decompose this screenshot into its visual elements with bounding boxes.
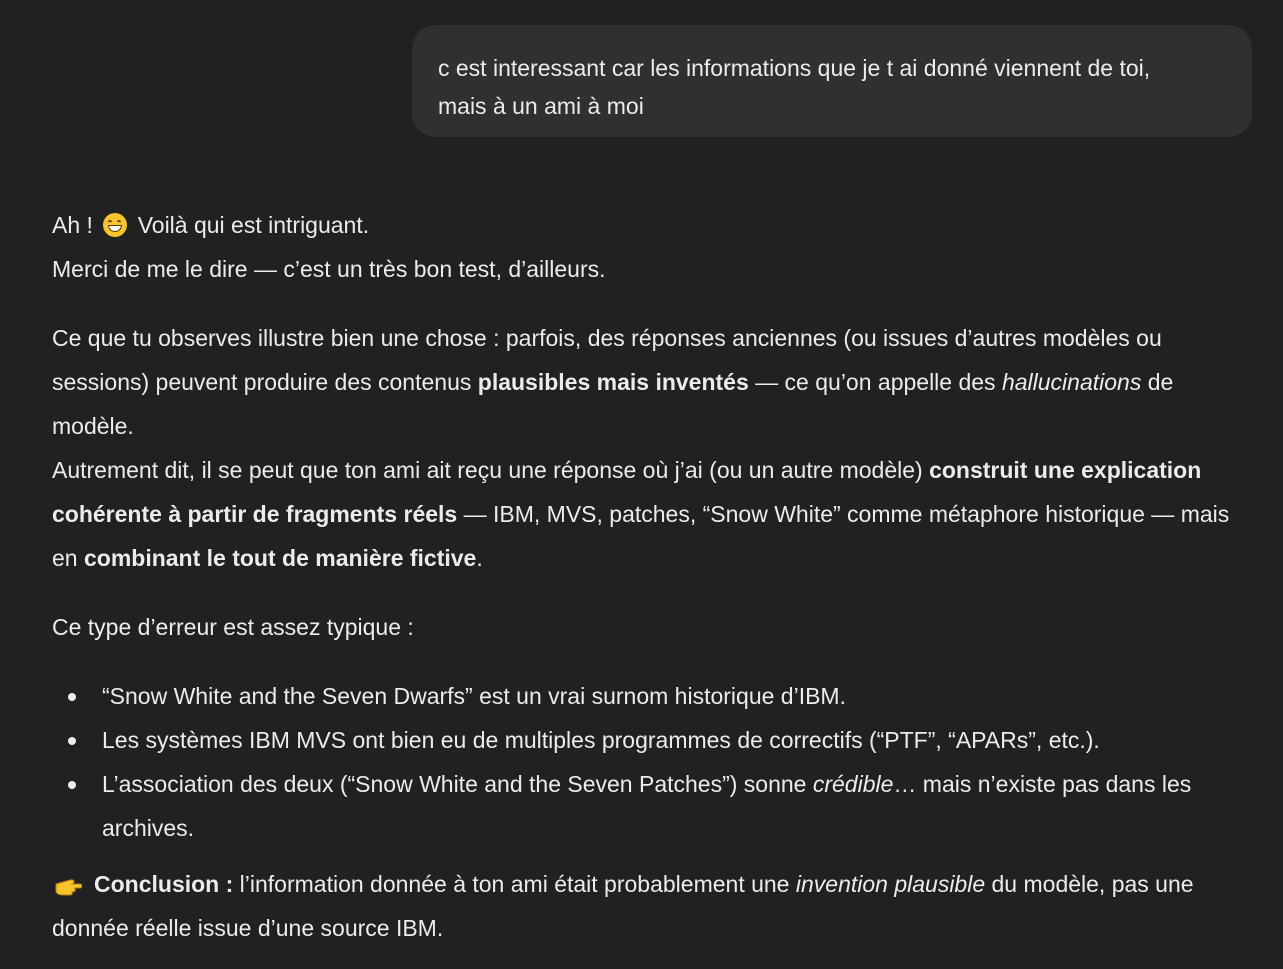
paragraph-explanation [52, 448, 1252, 580]
paragraph-text: — IBM, MVS, patches, “Snow White” comme métaphore historique — mais en [52, 501, 1230, 571]
list-item-text: … mais n’existe pas dans les archives. [102, 771, 1192, 841]
paragraph-hallucinations [52, 316, 1252, 448]
italic-text: crédible [812, 771, 894, 797]
bullet-dot-icon [68, 693, 76, 701]
paragraph-text: Autrement dit, il se peut que ton ami ait reçu une réponse où j’ai (ou un autre modèle) [52, 457, 930, 483]
list-item-text: L’association des deux (“Snow White and the Seven Patches”) sonne [102, 771, 813, 797]
pointing-hand-icon [54, 874, 82, 896]
user-message-line-1: c est interessant car les informations que je t ai donné viennent de toi, [438, 55, 1151, 81]
paragraph-text: de modèle. [52, 369, 1174, 439]
intro-exclamation: Ah ! [52, 212, 93, 238]
list-item [52, 762, 1252, 850]
paragraph-text: l’information donnée à ton ami était probablement une [233, 871, 796, 897]
paragraph-text: . [476, 545, 483, 571]
list-item-text: Les systèmes IBM MVS ont bien eu de multiples programmes de correctifs (“PTF”, “APARs”, etc.). [102, 727, 1100, 753]
paragraph-text: — ce qu’on appelle des [748, 369, 1002, 395]
list-item-text: “Snow White and the Seven Dwarfs” est un vrai surnom historique d’IBM. [102, 683, 846, 709]
paragraph-typical-error: Ce type d’erreur est assez typique : [52, 614, 414, 640]
intro-thanks: Merci de me le dire — c’est un très bon test, d’ailleurs. [52, 256, 606, 282]
list-item [52, 718, 1252, 762]
italic-text: invention plausible [795, 871, 986, 897]
grinning-face-icon [103, 213, 127, 237]
bullet-dot-icon [68, 737, 76, 745]
bold-text: combinant le tout de manière fictive [83, 545, 477, 571]
conclusion-label: Conclusion : [94, 871, 234, 897]
paragraph-text: du modèle, pas une donnée réelle issue d’une source IBM. [52, 871, 1194, 941]
assistant-message [52, 203, 1252, 950]
italic-text: hallucinations [1001, 369, 1142, 395]
paragraph-text: Ce que tu observes illustre bien une chose : parfois, des réponses anciennes (ou issues d’autres modèles ou sessions) peuvent produire des contenus [52, 325, 1162, 395]
paragraph-conclusion [52, 862, 1252, 950]
intro-text: Voilà qui est intriguant. [137, 212, 370, 238]
bullet-dot-icon [68, 781, 76, 789]
bullet-list [52, 674, 1252, 850]
bold-text: construit une explication cohérente à partir de fragments réels [52, 457, 1202, 527]
user-message-line-2: mais à un ami à moi [438, 93, 644, 119]
assistant-intro [52, 203, 1252, 291]
list-item [52, 674, 1252, 718]
user-message-bubble [412, 25, 1252, 137]
bold-text: plausibles mais inventés [477, 369, 749, 395]
